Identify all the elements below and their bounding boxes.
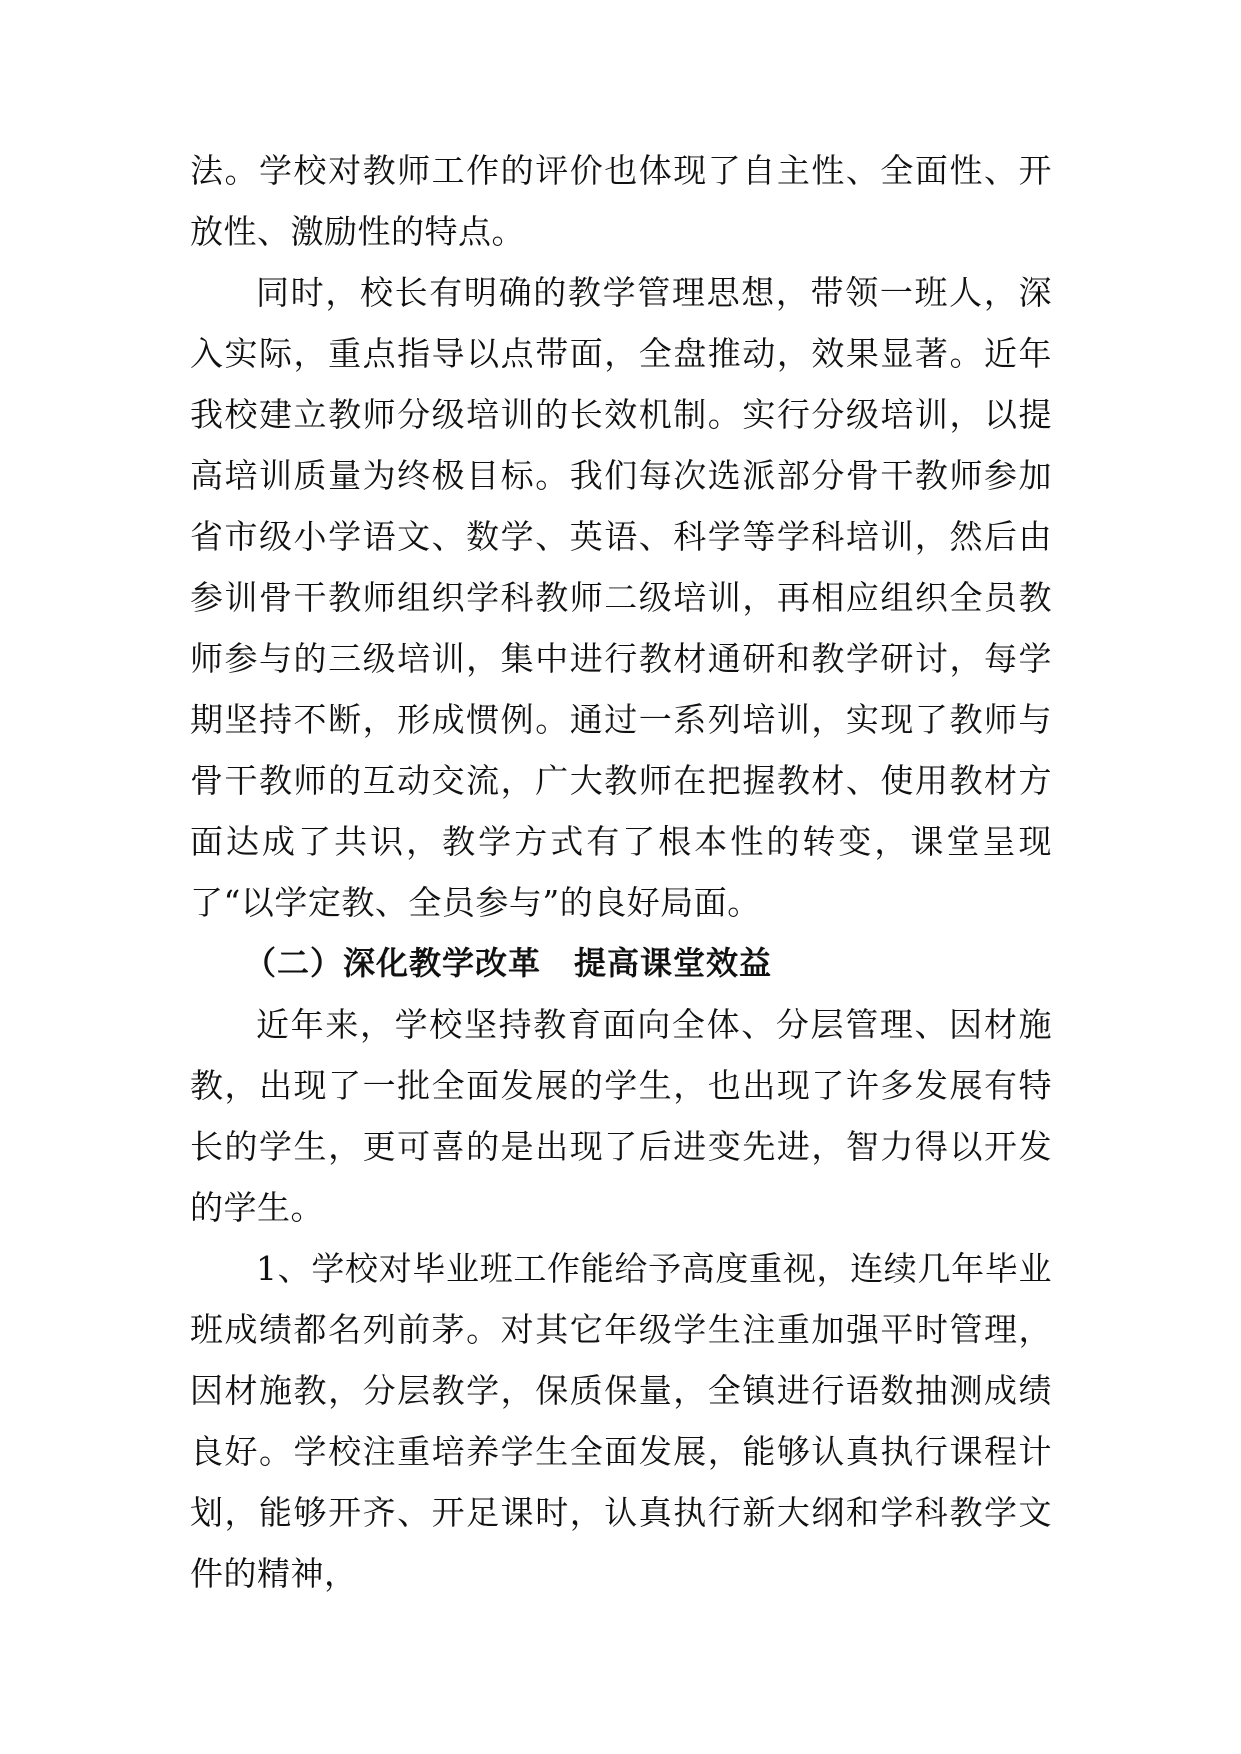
paragraph-teaching-reform: 近年来，学校坚持教育面向全体、分层管理、因材施教，出现了一批全面发展的学生，也出现了许多发展有特长的学生，更可喜的是出现了后进变先进，智力得以开发的学生。 <box>190 1005 1052 1227</box>
paragraph-teacher-training: 同时，校长有明确的教学管理思想，带领一班人，深入实际，重点指导以点带面，全盘推动，效果显著。近年我校建立教师分级培训的长效机制。实行分级培训，以提高培训质量为终极目标。我们每次选派部分骨干教师参加省市级小学语文、数学、英语、科学等学科培训，然后由参训骨干教师组织学科教师二级培训，再相应组织全员教师参与的三级培训，集中进行教材通研和教学研讨，每学期坚持不断，形成惯例。通过一系列培训，实现了教师与骨干教师的互动交流，广大教师在把握教材、使用教材方面达成了共识，教学方式有了根本性的转变，课堂呈现了“以学定教、全员参与”的良好局面。 <box>190 273 1052 922</box>
section-heading: （二）深化教学改革 提高课堂效益 <box>244 944 773 982</box>
document-page <box>190 140 1052 1604</box>
paragraph-evaluation-continued: 法。学校对教师工作的评价也体现了自主性、全面性、开放性、激励性的特点。 <box>190 151 1052 251</box>
paragraph-graduating-class: 1、学校对毕业班工作能给予高度重视，连续几年毕业班成绩都名列前茅。对其它年级学生注重加强平时管理，因材施教，分层教学，保质保量，全镇进行语数抽测成绩良好。学校注重培养学生全面发展，能够认真执行课程计划，能够开齐、开足课时，认真执行新大纲和学科教学文件的精神， <box>190 1249 1052 1593</box>
